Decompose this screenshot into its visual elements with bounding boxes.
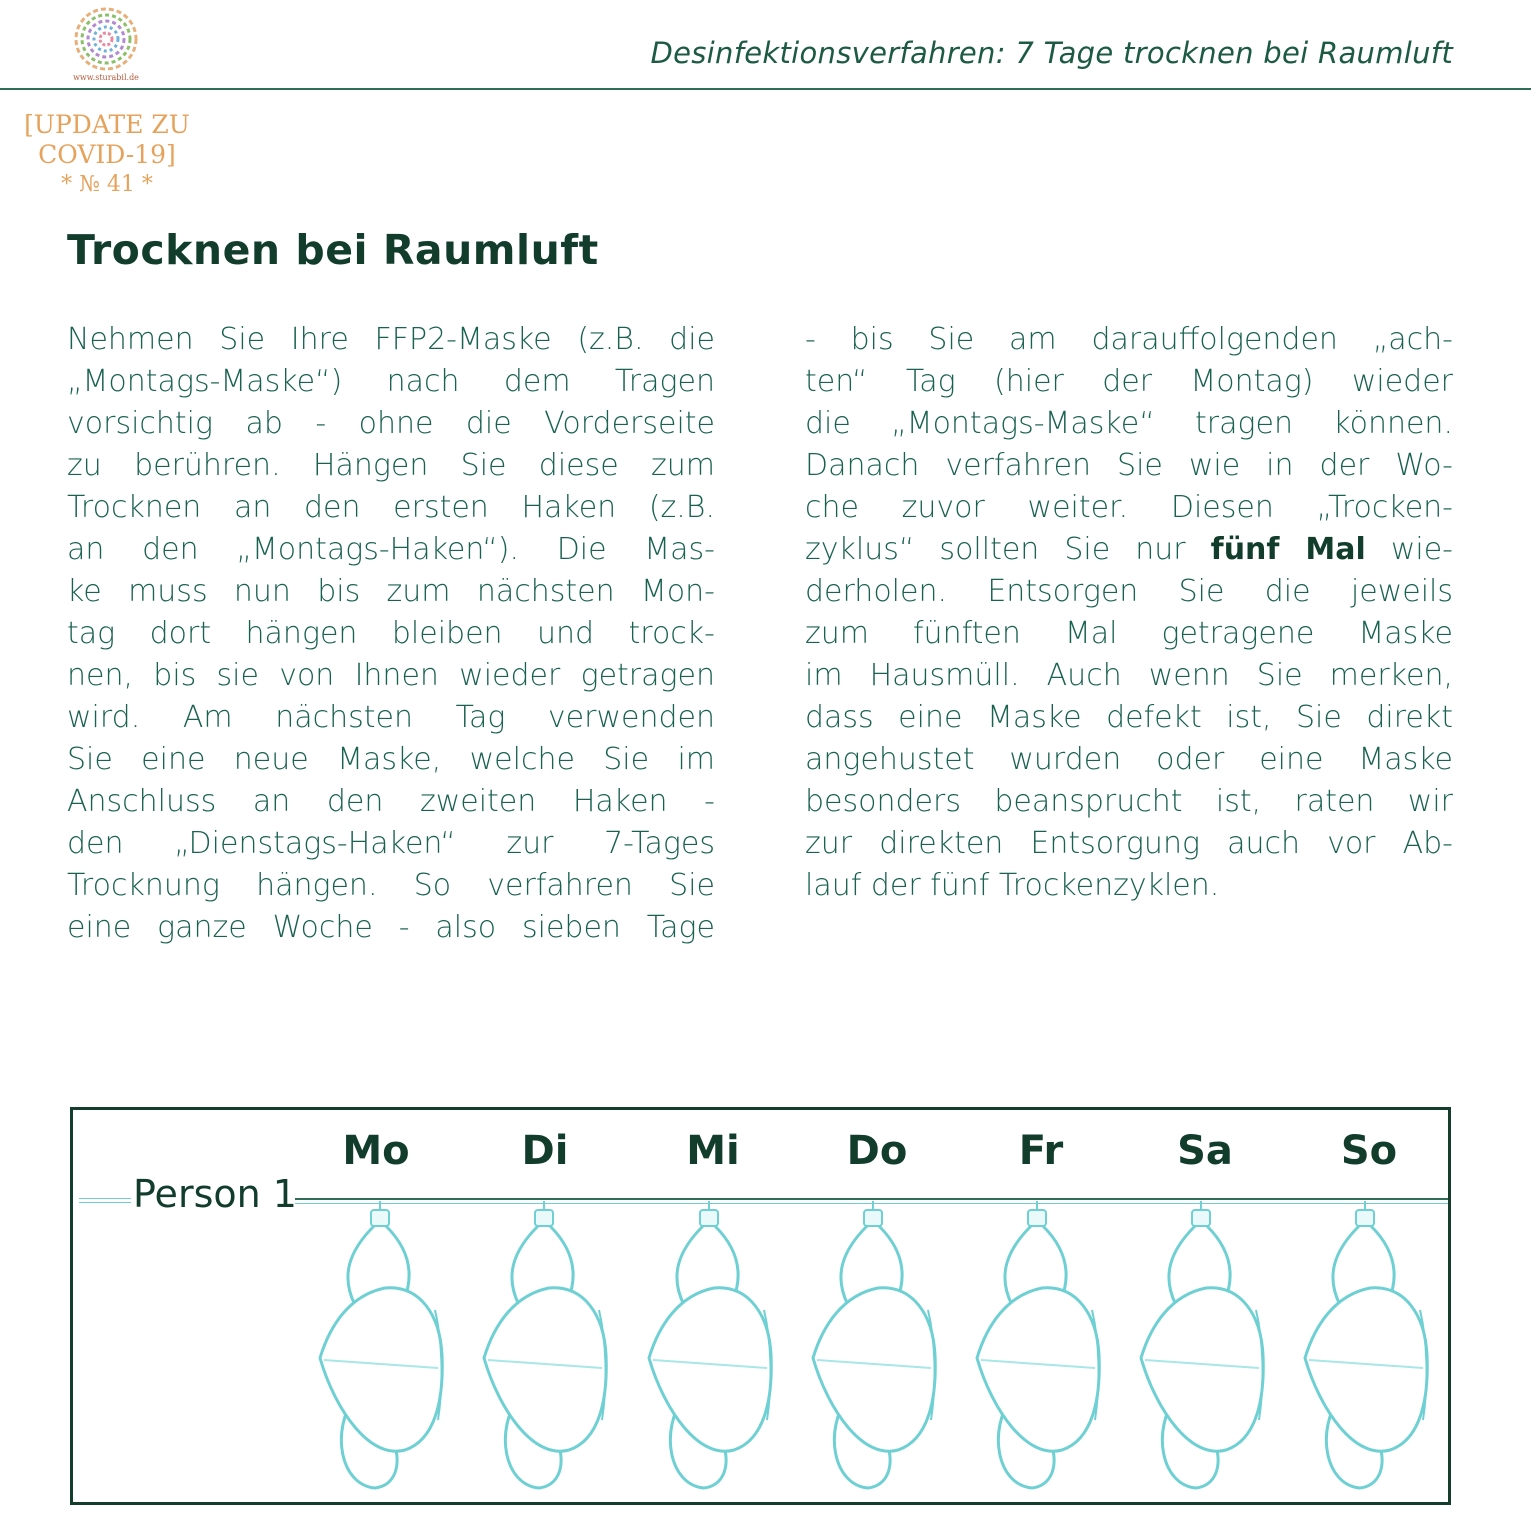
header-title: Desinfektionsverfahren: 7 Tage trocknen bei Raumluft [650, 36, 1453, 70]
update-badge [18, 110, 196, 200]
ffp2-mask-icon [649, 1201, 771, 1488]
badge-line-1: [UPDATE ZU [24, 110, 190, 139]
text-line: che zuvor weiter. Diesen „Trocken- [805, 490, 1453, 525]
text-line: besonders beansprucht ist, raten wir [805, 784, 1453, 819]
ffp2-mask-icon [813, 1201, 935, 1488]
text-segment: zyklus“ sollten Sie nur [805, 532, 1211, 567]
text-line: dass eine Maske defekt ist, Sie direkt [805, 700, 1453, 735]
body-text-left [67, 319, 715, 949]
text-line: Nehmen Sie Ihre FFP2-Maske (z.B. die [67, 322, 715, 357]
person-label: Person 1 [133, 1172, 297, 1216]
text-line: die „Montags-Maske“ tragen können. [805, 406, 1453, 441]
text-line: angehustet wurden oder eine Maske [805, 742, 1453, 777]
text-line: zu berühren. Hängen Sie diese zum [67, 448, 715, 483]
day-label-sa: Sa [1177, 1128, 1233, 1174]
text-line: Trocknung hängen. So verfahren Sie [67, 868, 715, 903]
ffp2-mask-icon [484, 1201, 606, 1488]
mask-drying-diagram [70, 1107, 1451, 1505]
text-line: Sie eine neue Maske, welche Sie im [67, 742, 715, 777]
emphasis-five-times: fünf Mal [1210, 532, 1366, 567]
day-label-mo: Mo [342, 1128, 410, 1174]
text-line: vorsichtig ab - ohne die Vorderseite [67, 406, 715, 441]
day-label-fr: Fr [1018, 1128, 1064, 1174]
text-line: Anschluss an den zweiten Haken - [67, 784, 715, 819]
text-line: lauf der fünf Trockenzyklen. [805, 868, 1220, 903]
text-line: Trocknen an den ersten Haken (z.B. [67, 490, 715, 525]
day-label-so: So [1340, 1128, 1398, 1174]
text-line: „Montags-Maske“) nach dem Tragen [67, 364, 715, 399]
page-title: Trocknen bei Raumluft [67, 226, 599, 274]
text-line: derholen. Entsorgen Sie die jeweils [805, 574, 1453, 609]
text-line-with-emphasis [805, 529, 1453, 571]
header-divider [0, 88, 1531, 90]
ffp2-mask-icon [977, 1201, 1099, 1488]
text-line: an den „Montags-Haken“). Die Mas- [67, 532, 715, 567]
day-label-di: Di [521, 1128, 569, 1174]
text-line: nen, bis sie von Ihnen wieder getragen [67, 658, 715, 693]
ffp2-mask-icon [1141, 1201, 1263, 1488]
text-line: den „Dienstags-Haken“ zur 7-Tages [67, 826, 715, 861]
text-segment: wie- [1365, 532, 1453, 567]
ffp2-mask-icon [1305, 1201, 1427, 1488]
masks-layer [73, 1110, 1448, 1502]
logo-url: www.sturabil.de [73, 73, 139, 82]
ffp2-mask-icon [320, 1201, 442, 1488]
mandala-logo-icon [70, 5, 142, 73]
text-line: ten“ Tag (hier der Montag) wieder [805, 364, 1453, 399]
body-text-right [805, 319, 1453, 907]
day-label-do: Do [846, 1128, 908, 1174]
text-line: - bis Sie am darauffolgenden „ach- [805, 322, 1453, 357]
text-line: zum fünften Mal getragene Maske [805, 616, 1453, 651]
text-line: ke muss nun bis zum nächsten Mon- [67, 574, 715, 609]
text-line: im Hausmüll. Auch wenn Sie merken, [805, 658, 1453, 693]
text-line: eine ganze Woche - also sieben Tage [67, 910, 715, 945]
day-label-mi: Mi [686, 1128, 740, 1174]
badge-number: * № 41 * [61, 172, 153, 197]
badge-line-2: COVID-19] [38, 140, 176, 169]
text-line: zur direkten Entsorgung auch vor Ab- [805, 826, 1453, 861]
sturabil-logo [70, 5, 142, 85]
text-line: wird. Am nächsten Tag verwenden [67, 700, 715, 735]
text-line: Danach verfahren Sie wie in der Wo- [805, 448, 1453, 483]
text-line: tag dort hängen bleiben und trock- [67, 616, 715, 651]
